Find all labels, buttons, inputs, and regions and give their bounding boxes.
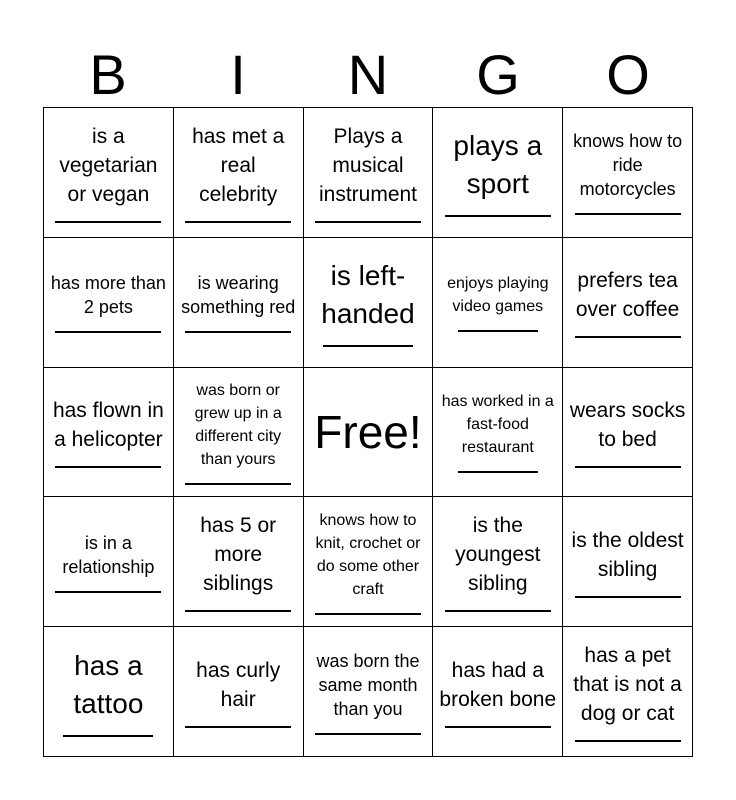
bingo-cell-4-1[interactable] — [44, 497, 174, 627]
cell-text: has curly hair — [196, 658, 281, 711]
bingo-cell-3-2[interactable] — [174, 368, 304, 498]
signature-line — [185, 726, 291, 728]
bingo-cell-3-1[interactable] — [44, 368, 174, 498]
signature-line — [55, 466, 161, 468]
cell-text: has worked in a fast-food restaurant — [441, 393, 554, 457]
bingo-cell-1-5[interactable] — [563, 108, 693, 238]
bingo-cell-5-4[interactable] — [433, 627, 563, 757]
bingo-cell-1-4[interactable] — [433, 108, 563, 238]
signature-line — [185, 483, 291, 485]
bingo-cell-1-1[interactable] — [44, 108, 174, 238]
cell-text: knows how to ride motorcycles — [573, 131, 683, 200]
signature-line — [323, 345, 413, 347]
bingo-cell-1-2[interactable] — [174, 108, 304, 238]
header-letter-g: G — [476, 43, 520, 106]
cell-text: was born the same month than you — [316, 650, 420, 719]
cell-text: prefers tea over coffee — [575, 269, 680, 322]
cell-text: Plays a musical instrument — [318, 124, 418, 206]
bingo-cell-5-1[interactable] — [44, 627, 174, 757]
header-letter-b: B — [89, 43, 127, 106]
cell-text: has 5 or more siblings — [200, 514, 277, 596]
bingo-cell-3-4[interactable] — [433, 368, 563, 498]
bingo-cell-2-4[interactable] — [433, 238, 563, 368]
signature-line — [575, 336, 681, 338]
bingo-cell-1-3[interactable] — [304, 108, 434, 238]
bingo-cell-2-5[interactable] — [563, 238, 693, 368]
cell-text: is in a relationship — [62, 532, 155, 577]
bingo-cell-5-5[interactable] — [563, 627, 693, 757]
cell-text: was born or grew up in a different city than yours — [194, 381, 282, 468]
cell-text: wears socks to bed — [569, 398, 686, 451]
signature-line — [458, 330, 538, 332]
bingo-cell-5-3[interactable] — [304, 627, 434, 757]
cell-text: is left-handed — [321, 260, 415, 330]
header-letter-n: N — [347, 43, 389, 106]
signature-line — [445, 610, 551, 612]
cell-text: is wearing something red — [181, 273, 296, 318]
bingo-cell-2-3[interactable] — [304, 238, 434, 368]
bingo-cell-4-5[interactable] — [563, 497, 693, 627]
bingo-cell-4-2[interactable] — [174, 497, 304, 627]
signature-line — [185, 331, 291, 333]
signature-line — [445, 726, 551, 728]
bingo-cell-2-1[interactable] — [44, 238, 174, 368]
free-space-label: Free! — [314, 405, 422, 458]
signature-line — [315, 613, 421, 615]
cell-text: enjoys playing video games — [447, 275, 549, 316]
signature-line — [55, 591, 161, 593]
header-letter-i: I — [230, 43, 246, 106]
signature-line — [315, 733, 421, 735]
bingo-header — [43, 44, 693, 106]
cell-text: has a tattoo — [73, 649, 144, 719]
bingo-cell-3-5[interactable] — [563, 368, 693, 498]
bingo-grid — [43, 107, 693, 757]
signature-line — [445, 215, 551, 217]
cell-text: has met a real celebrity — [192, 124, 285, 206]
cell-text: is a vegetarian or vegan — [59, 124, 158, 206]
signature-line — [458, 471, 538, 473]
cell-text: is the oldest sibling — [571, 528, 684, 581]
header-letter-o: O — [606, 43, 650, 106]
cell-text: knows how to knit, crochet or do some other craft — [315, 511, 421, 598]
signature-line — [575, 740, 681, 742]
cell-text: has a pet that is not a dog or cat — [573, 644, 682, 726]
cell-text: has flown in a helicopter — [52, 398, 164, 451]
signature-line — [55, 221, 161, 223]
bingo-cell-4-4[interactable] — [433, 497, 563, 627]
cell-text: plays a sport — [453, 130, 543, 200]
signature-line — [55, 331, 161, 333]
bingo-cell-4-3[interactable] — [304, 497, 434, 627]
signature-line — [575, 213, 681, 215]
cell-text: is the youngest sibling — [455, 514, 541, 596]
cell-text: has had a broken bone — [439, 658, 557, 711]
signature-line — [575, 596, 681, 598]
signature-line — [185, 221, 291, 223]
bingo-cell-5-2[interactable] — [174, 627, 304, 757]
bingo-cell-3-3-free[interactable] — [304, 368, 434, 498]
signature-line — [63, 735, 153, 737]
signature-line — [185, 610, 291, 612]
signature-line — [315, 221, 421, 223]
signature-line — [575, 466, 681, 468]
cell-text: has more than 2 pets — [50, 273, 166, 318]
bingo-cell-2-2[interactable] — [174, 238, 304, 368]
